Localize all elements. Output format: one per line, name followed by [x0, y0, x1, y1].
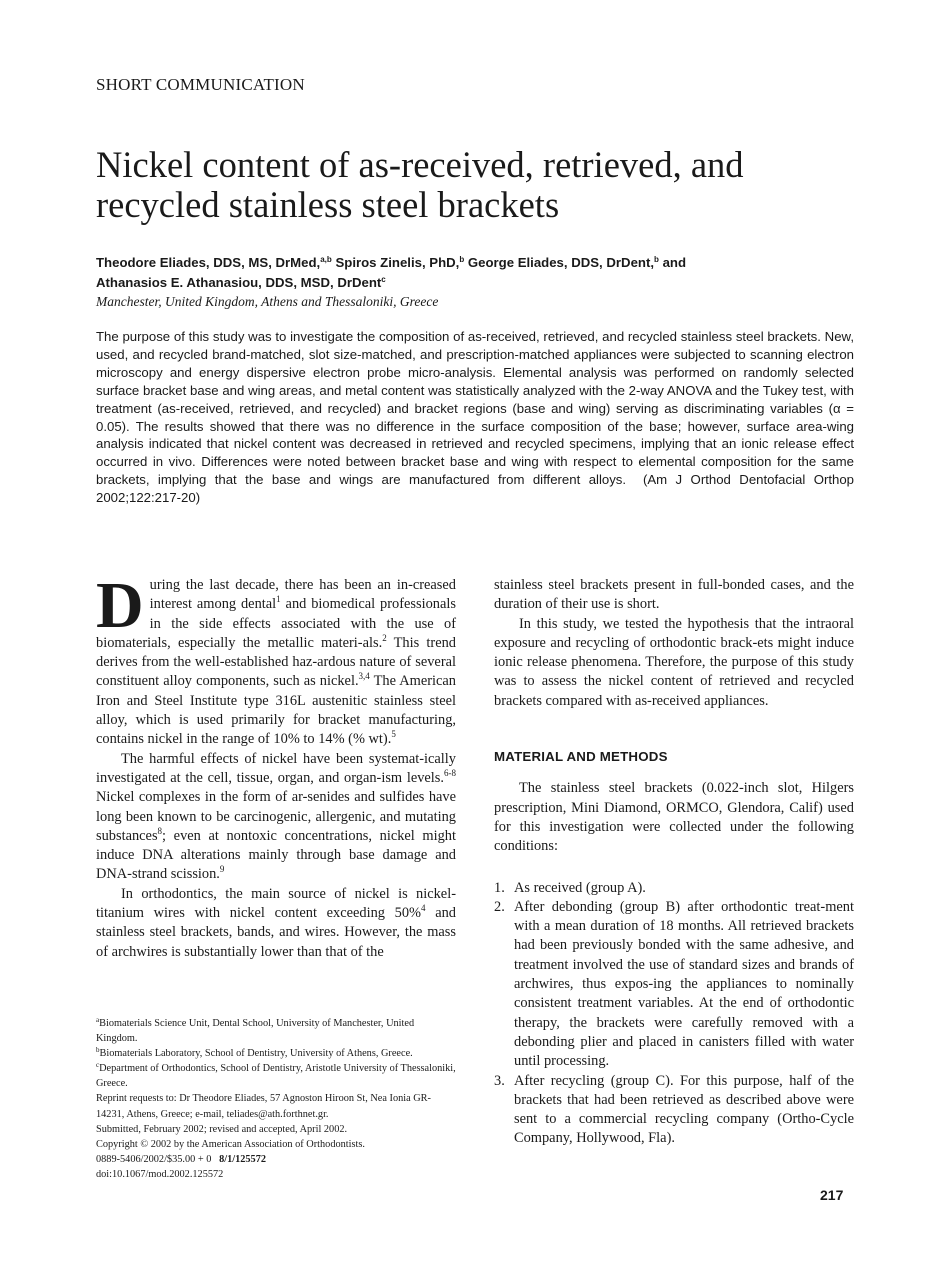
body-paragraph	[96, 750, 456, 885]
text-run: and stainless steel brackets, bands, and wires. However, the mass of archwires is substantially lower than that of the	[96, 905, 456, 960]
text-run: In orthodontics, the main source of nickel is nickel-titanium wires with nickel content exceeding 50%	[96, 885, 456, 922]
abstract-text: The purpose of this study was to investigate the composition of as-received, retrieved, and recycled stainless steel brackets. New, used, and recycled brand-matched, slot size-matched, and prescription-matched appliances were subjected to scanning electron microscopy and energy dispersive electron probe micro-analysis. Elemental analysis was performed on randomly selected surface bracket base and wing areas, and metal content was statistically analyzed with the 2-way ANOVA and the Tukey test, with treatment (as-received, retrieved, and recycled) and bracket regions (base and wing) serving as discriminating variables (α = 0.05). The results showed that there was no difference in the surface composition of the base; however, surface area-wing analysis indicated that nickel content was decreased in retrieved and recycled specimens, implying that an ionic release effect occurred in vivo. Differences were noted between bracket base and wing with respect to elemental composition for the same brackets, implying that the base and wings are manufactured from different alloys.	[96, 329, 854, 488]
body-column-left	[96, 569, 457, 962]
list-number: 3.	[494, 1072, 505, 1089]
list-item	[494, 879, 854, 898]
author-name: George Eliades, DDS, DrDent,	[467, 255, 655, 270]
list-item	[494, 898, 854, 1072]
list-number: 1.	[494, 879, 505, 896]
body-column-right	[494, 576, 854, 1149]
footnote-issn	[96, 1152, 456, 1167]
author-affiliation-marker: b	[654, 255, 659, 264]
author-affiliation-marker: a,b	[320, 255, 332, 264]
text-run: uring the last decade, there has been an in-creased interest among dental	[149, 577, 456, 613]
footnote-affiliation	[96, 1016, 456, 1046]
author-name: Spiros Zinelis, PhD,	[335, 255, 460, 270]
footnote-marker: b	[96, 1046, 100, 1055]
list-item-text: After debonding (group B) after orthodontic treat-ment with a mean duration of 18 months. All retrieved brackets had been previously bonded with the same adhesive, and treatment involved the use of standard sizes and brands of archwires, thus expos-ing the appliances to nominally consistent treatment variables. At the end of orthodontic therapy, the brackets were carefully removed with a debonding plier and placed in canisters filled with water until processing.	[514, 898, 854, 1070]
text-run: This trend derives from the well-established haz-ardous nature of several constituent alloy components, such as nickel.	[96, 634, 457, 690]
section-label: SHORT COMMUNICATION	[96, 75, 305, 94]
body-paragraph: The stainless steel brackets (0.022-inch slot, Hilgers prescription, Mini Diamond, ORMCO, Glendora, Calif) used for this investigation were collected under the following conditions:	[494, 780, 854, 855]
list-item-text: As received (group A).	[514, 879, 646, 896]
footnote-text: Biomaterials Laboratory, School of Dentistry, University of Athens, Greece.	[99, 1048, 413, 1060]
body-paragraph: stainless steel brackets present in full-bonded cases, and the duration of their use is short.	[494, 577, 854, 613]
footnote-doi: doi:10.1067/mod.2002.125572	[96, 1168, 224, 1180]
footnote-text: 8/1/125572	[219, 1153, 267, 1165]
list-item-text: After recycling (group C). For this purpose, half of the brackets that had been retrieved as described above were sent to a commercial recycling company (Ortho-Cycle Company, Hollywood, Fla).	[514, 1072, 854, 1147]
text-run: and biomedical professionals in the side effects associated with the use of biomaterials, especially the metallic materi-als.	[96, 596, 456, 651]
drop-cap: D	[96, 569, 144, 642]
citation-marker: 3,4	[358, 671, 370, 682]
citation-marker: 8	[157, 825, 163, 836]
citation-marker: 9	[219, 864, 225, 875]
list-number: 2.	[494, 898, 505, 915]
citation-marker: 6-8	[444, 767, 456, 778]
text-run: Nickel complexes in the form of ar-senides and sulfides have long been known to be carcinogenic, allergenic, and mutating substances	[96, 789, 456, 844]
footnote-affiliation	[96, 1061, 456, 1091]
text-run: The harmful effects of nickel have been systemat-ically investigated at the cell, tissue, organ, and organ-ism levels.	[96, 750, 456, 786]
text-run: ; even at nontoxic concentrations, nickel might induce DNA alterations mainly through base damage and DNA-strand scission.	[96, 827, 456, 883]
citation-marker: 2	[382, 632, 387, 643]
author-locations: Manchester, United Kingdom, Athens and Thessaloniki, Greece	[96, 294, 439, 309]
citation-marker: 5	[391, 729, 396, 740]
footnote-affiliation	[96, 1046, 456, 1061]
author-list	[96, 253, 856, 293]
footnote-submitted: Submitted, February 2002; revised and accepted, April 2002.	[96, 1123, 348, 1135]
footnote-text: Department of Orthodontics, School of Dentistry, Aristotle University of Thessaloniki, Greece.	[96, 1063, 456, 1090]
footnote-text: Biomaterials Science Unit, Dental School, University of Manchester, United Kingdom.	[96, 1018, 415, 1045]
author-affiliation-marker: c	[381, 275, 386, 284]
citation-marker: 4	[421, 903, 426, 914]
footnote-marker: a	[96, 1016, 100, 1024]
body-paragraph	[96, 569, 457, 750]
footnote-text: 0889-5406/2002/$35.00 + 0	[96, 1153, 212, 1165]
citation-marker: 1	[276, 594, 281, 605]
conditions-list	[494, 879, 854, 1149]
list-item	[494, 1072, 854, 1149]
article-title: Nickel content of as-received, retrieved, and recycled stainless steel brackets	[96, 144, 744, 225]
text-run: The American Iron and Steel Institute type 316L austenitic stainless steel alloy, which is used primarily for bracket manufacturing, contains nickel in the range of 10% to 14% (% wt).	[96, 673, 456, 748]
section-heading: MATERIAL AND METHODS	[494, 749, 668, 765]
body-paragraph	[96, 885, 456, 962]
footnote-marker: c	[96, 1061, 100, 1070]
page-number: 217	[820, 1187, 844, 1203]
footnote-reprint: Reprint requests to: Dr Theodore Eliades, 57 Agnoston Hiroon St, Nea Ionia GR-14231, Athens, Greece; e-mail, teliades@ath.forthnet.gr.	[96, 1093, 431, 1120]
footnote-copyright: Copyright © 2002 by the American Association of Orthodontists.	[96, 1138, 365, 1150]
abstract-citation: (Am J Orthod Dentofacial Orthop 2002;122:217-20)	[96, 472, 855, 506]
author-name: Athanasios E. Athanasiou, DDS, MSD, DrDent	[96, 275, 382, 290]
abstract	[96, 328, 854, 507]
footnotes	[96, 1016, 456, 1182]
body-paragraph: In this study, we tested the hypothesis that the intraoral exposure and recycling of orthodontic brack-ets might induce ionic release phenomena. Therefore, the purpose of this study was to assess the nickel content of retrieved and recycled brackets compared with as-received appliances.	[494, 615, 854, 709]
author-conjunction: and	[658, 255, 687, 270]
author-name: Theodore Eliades, DDS, MS, DrMed,	[96, 255, 321, 270]
author-affiliation-marker: b	[459, 255, 465, 264]
